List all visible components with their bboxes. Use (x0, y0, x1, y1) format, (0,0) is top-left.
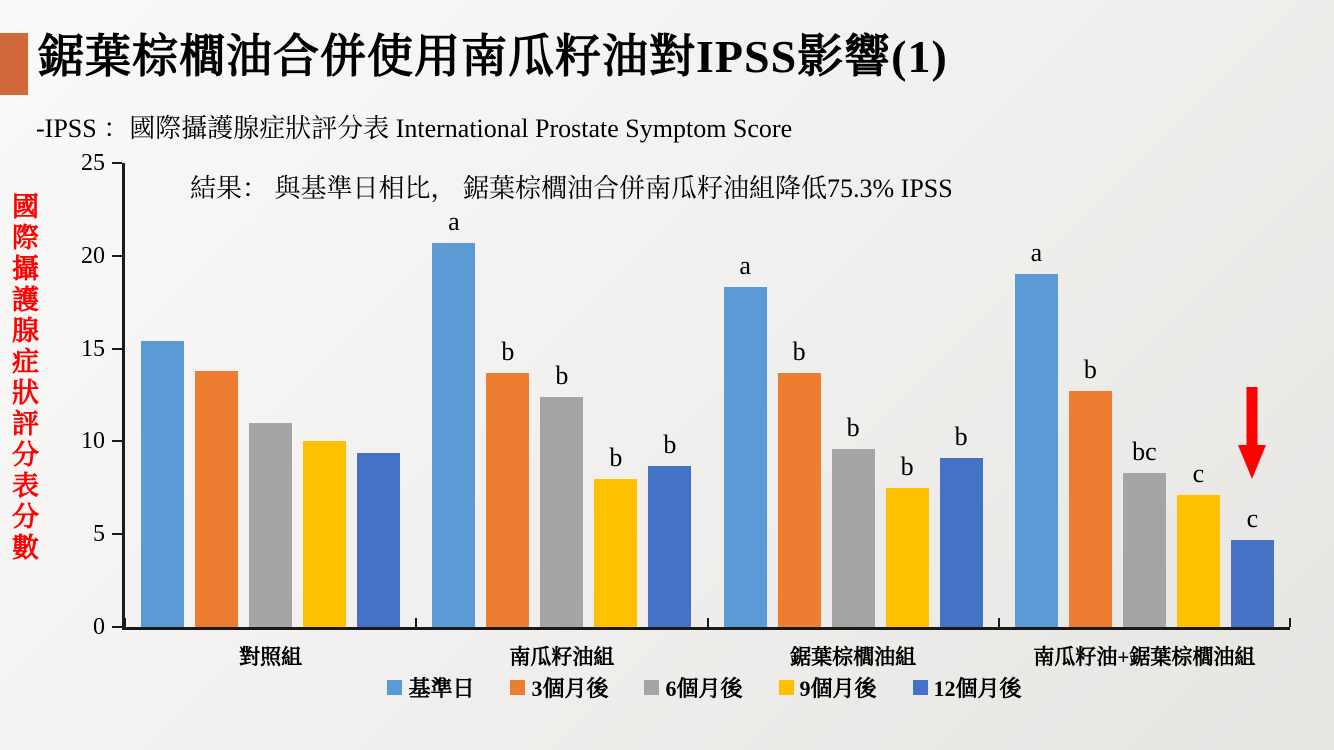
legend-label: 6個月後 (665, 676, 743, 701)
legend-swatch (387, 680, 402, 695)
bar-3個月後-鋸葉棕櫚油組 (778, 373, 821, 627)
bar-12個月後-鋸葉棕櫚油組 (940, 458, 983, 627)
x-axis-tick (1289, 618, 1291, 627)
legend-item (510, 672, 608, 703)
y-tick-label: 25 (81, 150, 105, 176)
x-axis-tick (124, 618, 126, 627)
y-tick-label: 10 (81, 428, 105, 455)
legend-swatch (779, 680, 794, 695)
legend-swatch (913, 680, 928, 695)
bar-6個月後-南瓜籽油組 (540, 397, 583, 627)
bar-基準日-南瓜籽油組 (432, 243, 475, 627)
y-axis-tick (112, 533, 122, 535)
bar-6個月後-對照組 (249, 423, 292, 627)
legend-swatch (644, 680, 659, 695)
plot-area (81, 150, 1290, 669)
category-label: 南瓜籽油組 (509, 645, 615, 669)
significance-label: a (1030, 238, 1043, 268)
bar-6個月後-鋸葉棕櫚油組 (832, 449, 875, 627)
legend-label: 基準日 (408, 676, 475, 701)
bar-9個月後-南瓜籽油組 (594, 479, 637, 627)
legend-item (913, 672, 1022, 703)
significance-label: b (792, 336, 806, 366)
bar-3個月後-對照組 (195, 371, 238, 627)
bar-9個月後-對照組 (303, 441, 346, 627)
bar-基準日-南瓜籽油+鋸葉棕櫚油組 (1015, 274, 1058, 627)
significance-label: b (954, 422, 968, 452)
significance-label: a (739, 251, 751, 281)
bar-9個月後-南瓜籽油+鋸葉棕櫚油組 (1177, 495, 1220, 627)
bar-基準日-對照組 (141, 341, 184, 627)
legend-label: 3個月後 (531, 676, 609, 701)
category-label: 對照組 (239, 645, 303, 669)
y-tick-label: 5 (93, 521, 105, 548)
significance-label: a (448, 206, 460, 236)
category-label: 南瓜籽油+鋸葉棕櫚油組 (1033, 645, 1256, 669)
title-accent-bar (0, 33, 28, 95)
legend-swatch (510, 680, 525, 695)
significance-label: c (1246, 503, 1259, 533)
y-tick-label: 15 (81, 335, 105, 362)
y-axis-tick (112, 440, 122, 442)
y-axis-tick (112, 348, 122, 350)
bar-3個月後-南瓜籽油+鋸葉棕櫚油組 (1069, 391, 1112, 627)
bar-12個月後-對照組 (357, 453, 400, 627)
significance-label: bc (1132, 436, 1157, 466)
legend-item (644, 672, 742, 703)
significance-label: b (846, 412, 860, 442)
bar-9個月後-鋸葉棕櫚油組 (886, 488, 929, 627)
highlight-arrow-icon (1238, 387, 1266, 479)
x-axis-tick (415, 618, 417, 627)
bar-基準日-鋸葉棕櫚油組 (724, 287, 767, 627)
significance-label: b (1083, 355, 1097, 385)
legend-label: 9個月後 (799, 676, 877, 701)
legend-label: 12個月後 (933, 676, 1022, 701)
chart-result-annotation: 結果： 與基準日相比， 鋸葉棕櫚油合併南瓜籽油組降低75.3% IPSS (190, 174, 953, 203)
y-axis-tick (112, 255, 122, 257)
significance-label: b (900, 451, 914, 481)
significance-label: b (609, 442, 623, 472)
legend-item (387, 672, 474, 703)
significance-label: b (555, 360, 569, 390)
bar-6個月後-南瓜籽油+鋸葉棕櫚油組 (1123, 473, 1166, 627)
y-tick-label: 0 (93, 614, 105, 640)
slide-subtitle: -IPSS ：國際攝護腺症狀評分表 International Prostate Symptom Score (36, 114, 793, 143)
y-axis-title: 國際攝護腺症狀評分表分數 (8, 192, 38, 564)
legend-item (779, 672, 877, 703)
category-label: 鋸葉棕櫚油組 (790, 645, 917, 669)
x-axis-tick (998, 618, 1000, 627)
slide-title: 鋸葉棕櫚油合併使用南瓜籽油對IPSS影響(1) (38, 31, 948, 82)
significance-label: b (501, 336, 515, 366)
bar-12個月後-南瓜籽油+鋸葉棕櫚油組 (1231, 540, 1274, 627)
significance-label: b (663, 429, 677, 459)
x-axis-tick (707, 618, 709, 627)
chart-legend (122, 672, 1287, 703)
significance-label: c (1192, 459, 1205, 489)
bar-12個月後-南瓜籽油組 (648, 466, 691, 627)
bar-3個月後-南瓜籽油組 (486, 373, 529, 627)
y-tick-label: 20 (81, 242, 105, 269)
y-axis-tick (112, 626, 122, 628)
y-axis-tick (112, 162, 122, 164)
